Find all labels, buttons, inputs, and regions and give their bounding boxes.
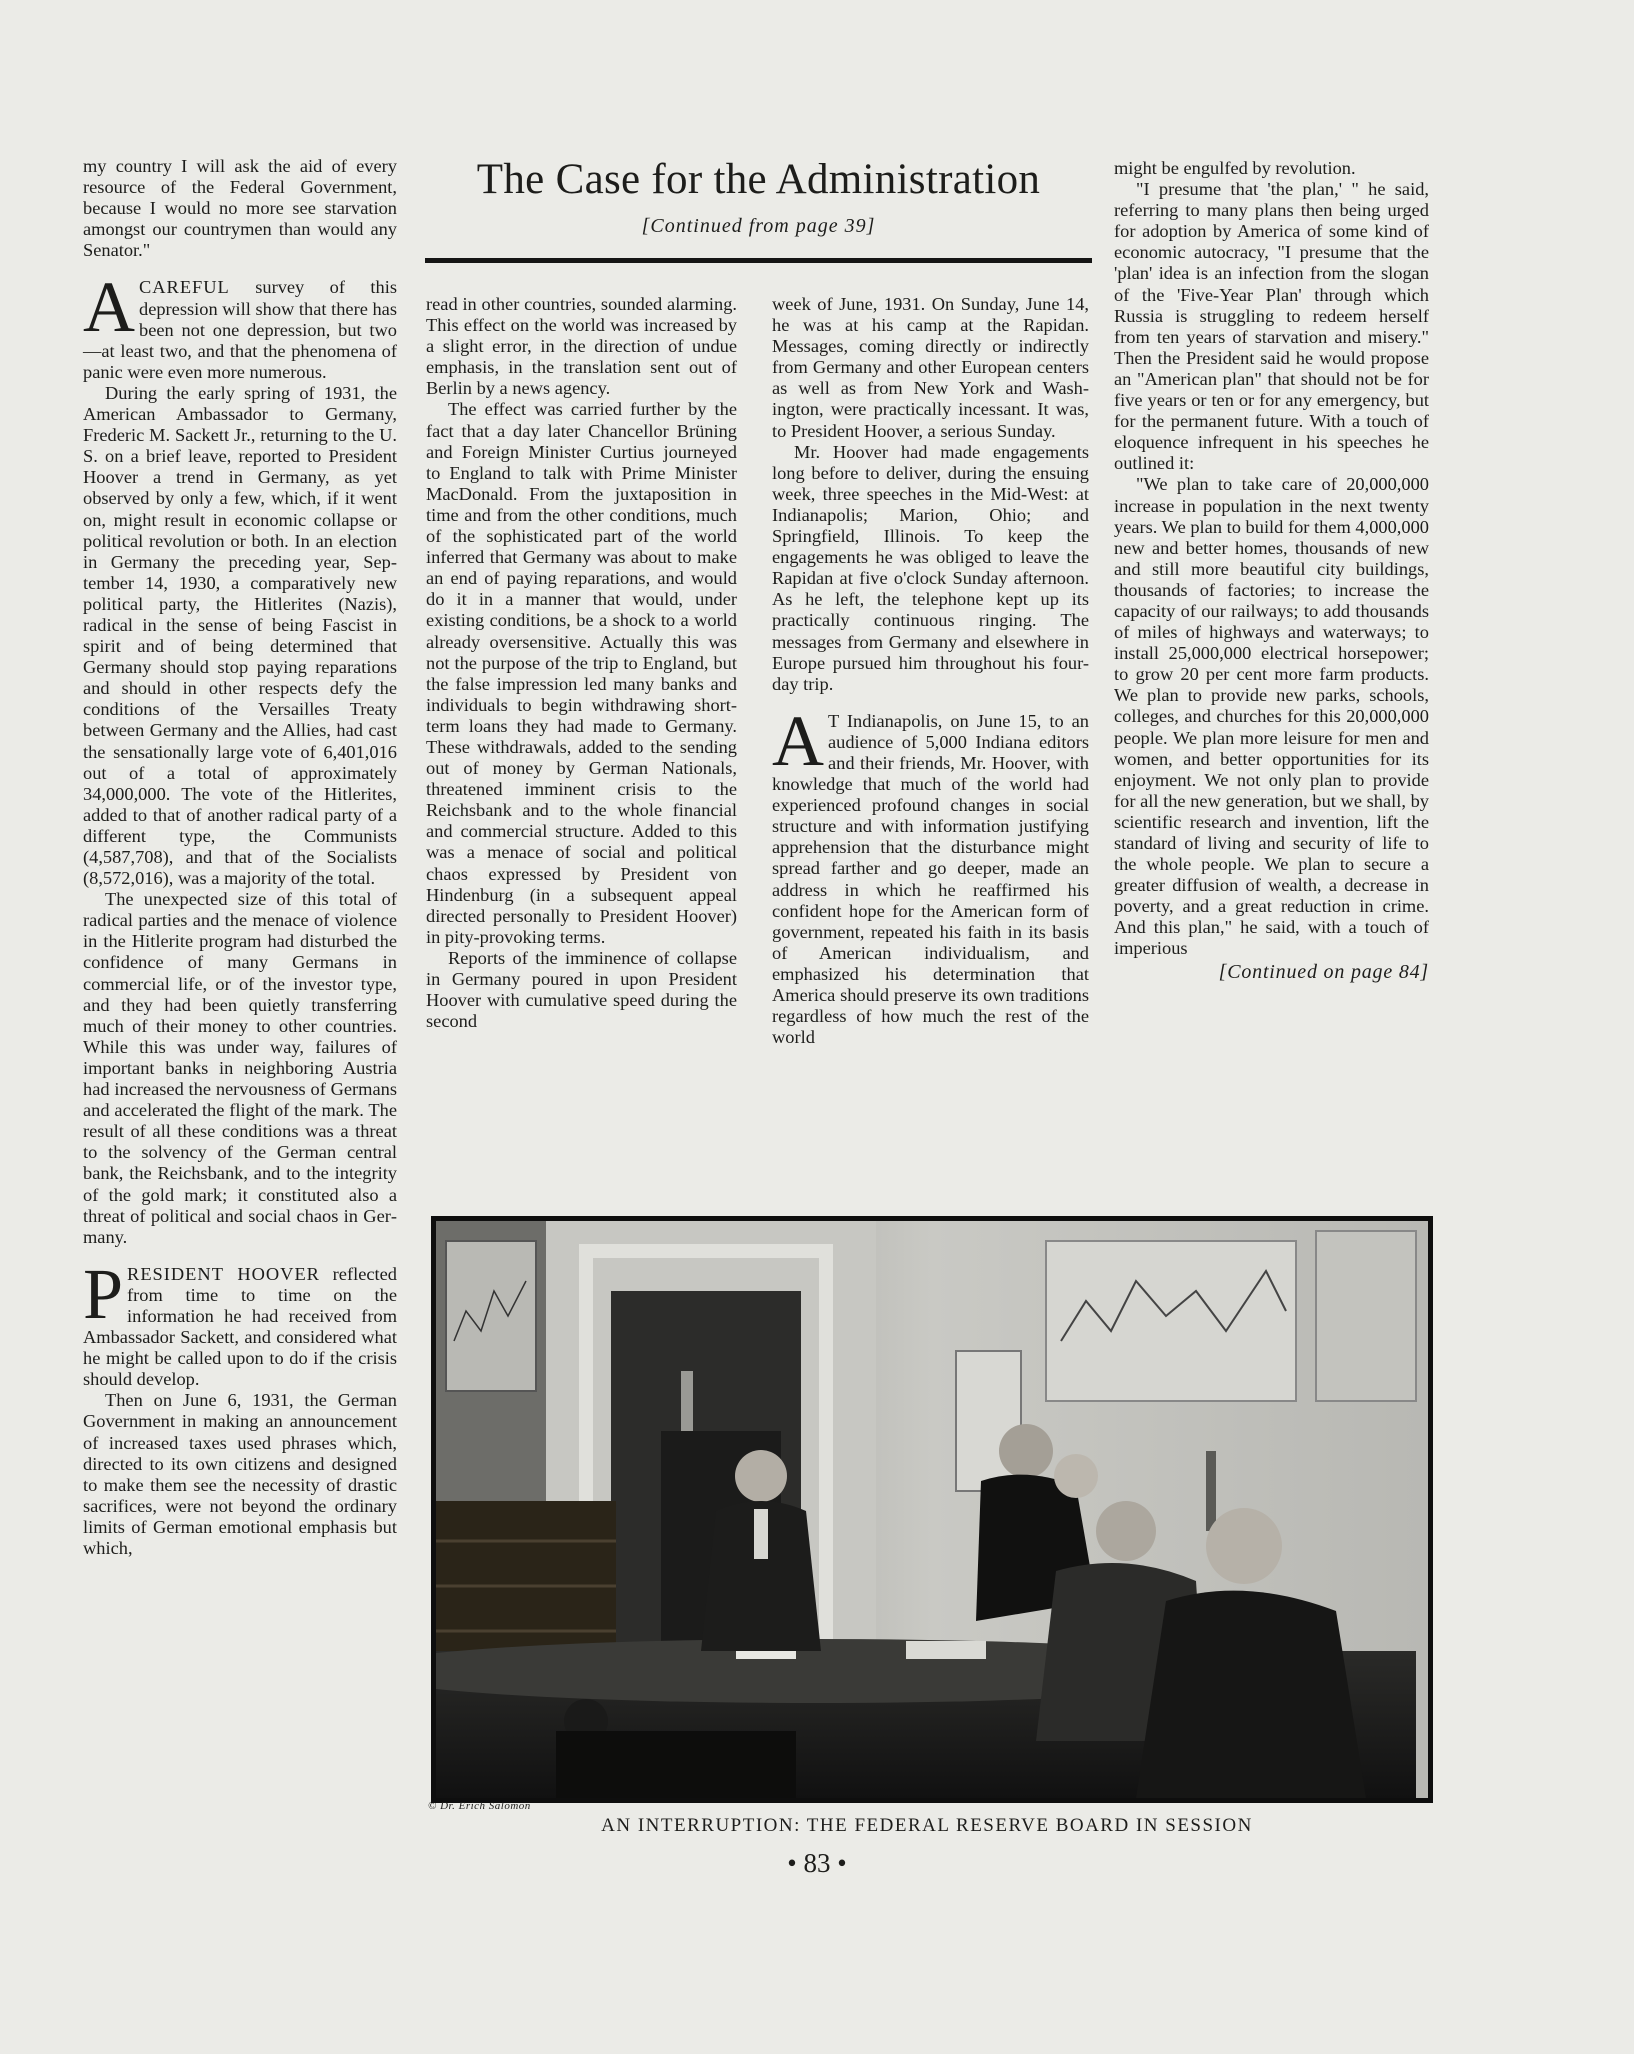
photo-credit: © Dr. Erich Salomon — [428, 1800, 531, 1812]
paragraph-text: survey of this depression will show that there has been not one depression, but two—at least two, and that the phenomena of panic were even more numerous. — [83, 277, 397, 382]
paragraph-dropcap — [83, 1253, 397, 1391]
paragraph-text: reflected from time to time on the information he had received from Ambassador Sackett, and considered what he might be called upon to do if the crisis should develop. — [83, 1263, 397, 1390]
paragraph: Reports of the imminence of collapse in Germany poured in upon President Hoover with cumulative speed during the second — [426, 947, 737, 1032]
paragraph: "I presume that 'the plan,' " he said, referring to many plans then being urged for adoption by America of some kind of economic autocracy, "I presume that the 'plan' idea is an infection from the slogan of the 'Five-Year Plan' through which Russia is struggling to redeem herself from ten years of starvation and misery." Then the President said he would propose an "American plan" that should not be for five years or ten or for any emergency, but for the permanent future. With a touch of eloquence infrequent in his speeches he outlined it: — [1114, 179, 1429, 474]
lead-in: RESIDENT HOOVER — [127, 1263, 320, 1284]
paragraph: Then on June 6, 1931, the German Government in making an announcement of increased taxes used phrases which, directed to its own citizens and designed to make them see the necessity of drastic sacrifices, were not beyond the ordinary limits of German emotional emphasis but which, — [83, 1390, 397, 1558]
page-number: • 83 • — [787, 1848, 847, 1878]
article-title: The Case for the Administration — [476, 156, 1041, 203]
paragraph: might be engulfed by revolution. — [1114, 158, 1356, 178]
paragraph: The unexpected size of this total of radical parties and the menace of violence in the Hitlerite program had disturbed the confidence of many Germans in commercial life, or of the investor type, and they had been quietly transferring much of their money to other countries. While this was under way, failures of important banks in neighboring Austria had increased the nervousness of Germans and accelerated the flight of the mark. The result of all these conditions was a threat to the solvency of the German central bank, the Reichsbank, and to the integrity of the gold mark; it constituted also a threat of political and social chaos in Germany. — [83, 889, 397, 1247]
title-rule — [425, 258, 1092, 263]
text-column-3 — [772, 294, 1089, 1048]
paragraph: week of June, 1931. On Sunday, June 14, he was at his camp at the Rapidan. Messages, coming directly or indirectly from Germany and other European centers as well as from New York and Washington, were practically incessant. It was, to President Hoover, a serious Sunday. — [772, 294, 1089, 441]
text-column-4 — [1114, 158, 1429, 983]
drop-cap: P — [83, 1253, 124, 1334]
text-column-1 — [83, 156, 397, 1559]
paragraph: "We plan to take care of 20,000,000 increase in population in the next twenty years. We plan to build for them 4,000,000 new and better homes, thousands of new and still more beautiful city buildings, thousands of factories; to increase the capacity of our railways; to add thousands of miles of highways and waterways; to install 25,000,000 electrical horsepower; to grow 20 per cent more farm products. We plan to provide new parks, schools, colleges, and churches for this 20,000,000 people. We plan more leisure for men and women, and better opportunities for its enjoyment. We not only plan to provide for all the new generation, but we shall, by scientific research and invention, lift the standard of living and security of life to the whole people. We plan to secure a greater diffusion of wealth, a decrease in poverty, and a great reduction in crime. And this plan," he said, with a touch of imperious — [1114, 474, 1429, 959]
paragraph: The effect was carried further by the fact that a day later Chancellor Brüning and Foreign Minister Curtius journeyed to England to talk with Prime Minister MacDonald. From the juxtaposition in time and from the other conditions, much of the sophisticated part of the world inferred that Germany was about to make an end of paying reparations, and would do it in a manner that would, under existing conditions, be a shock to a world already oversensitive. Actually this was not the purpose of the trip to England, but the false impression led many banks and individuals to begin withdrawing short-term loans they had made to Germany. These withdrawals, added to the sending out of money by German Nationals, threatened imminent crisis to the Reichsbank and to the whole financial and commercial structure. Added to this was a menace of social and political chaos expressed by President von Hindenburg (in a subsequent appeal directed personally to President Hoover) in pity-provoking terms. — [426, 399, 737, 947]
meeting-photograph — [431, 1216, 1433, 1803]
continued-from-note: [Continued from page 39] — [641, 215, 876, 237]
paragraph: During the early spring of 1931, the American Ambassador to Germany, Frederic M. Sackett Jr., returning to the U. S. on a brief leave, reported to President Hoover a trend in Germany, as yet observed by only a few, which, if it went on, might result in economic collapse or political revolution or both. In an election in Germany the preceding year, September 14, 1930, a comparatively new political party, the Hitlerites (Nazis), radical in the sense of being Fascist in spirit and of being determined that Germany should stop paying reparations and should in other respects defy the conditions of the Versailles Treaty between Germany and the Allies, had cast the sensationally large vote of 6,401,016 out of a total of approximately 34,000,000. The vote of the Hitlerites, added to that of another radical party of a different type, the Communists (4,587,708), and that of the Socialists (8,572,016), was a majority of the total. — [83, 382, 397, 889]
text-column-2 — [426, 294, 737, 1032]
paragraph: Mr. Hoover had made engagements long before to deliver, during the ensuing week, three speeches in the Mid-West: at Indianapolis; Marion, Ohio; and Springfield, Illinois. To keep the engagements he was obliged to leave the Rapidan at five o'clock Sunday afternoon. As he left, the telephone kept up its practically continuous ringing. The messages from Germany and elsewhere in Europe pursued him throughout his four-day trip. — [772, 441, 1089, 694]
photo-caption: AN INTERRUPTION: THE FEDERAL RESERVE BOARD IN SESSION — [601, 1815, 1253, 1836]
lead-in: CAREFUL — [139, 277, 230, 298]
paragraph-dropcap — [83, 267, 397, 382]
continued-on-note: [Continued on page 84] — [1218, 960, 1429, 983]
drop-cap: A — [83, 267, 135, 348]
paragraph-text: T Indianapolis, on June 15, to an audience of 5,000 Indiana editors and their friends, Mr. Hoover, with knowledge that much of the world had experienced profound changes in social structure and with information justifying apprehension that the disturbance might spread farther and go deeper, made an address in which he reaffirmed his confident hope for the American form of government, repeated his faith in its basis of American individualism, and emphasized his determination that America should preserve its own traditions regardless of how much the rest of the world — [772, 710, 1089, 1048]
paragraph: read in other countries, sounded alarming. This effect on the world was increased by a slight error, in the direction of undue emphasis, in the translation sent out of Berlin by a news agency. — [426, 294, 737, 399]
photo-illustration — [436, 1221, 1428, 1798]
paragraph-dropcap — [772, 700, 1089, 1049]
paragraph: my country I will ask the aid of every resource of the Federal Government, because I would no more see starvation amongst our countrymen than would any Senator." — [83, 156, 397, 261]
drop-cap: A — [772, 700, 824, 781]
